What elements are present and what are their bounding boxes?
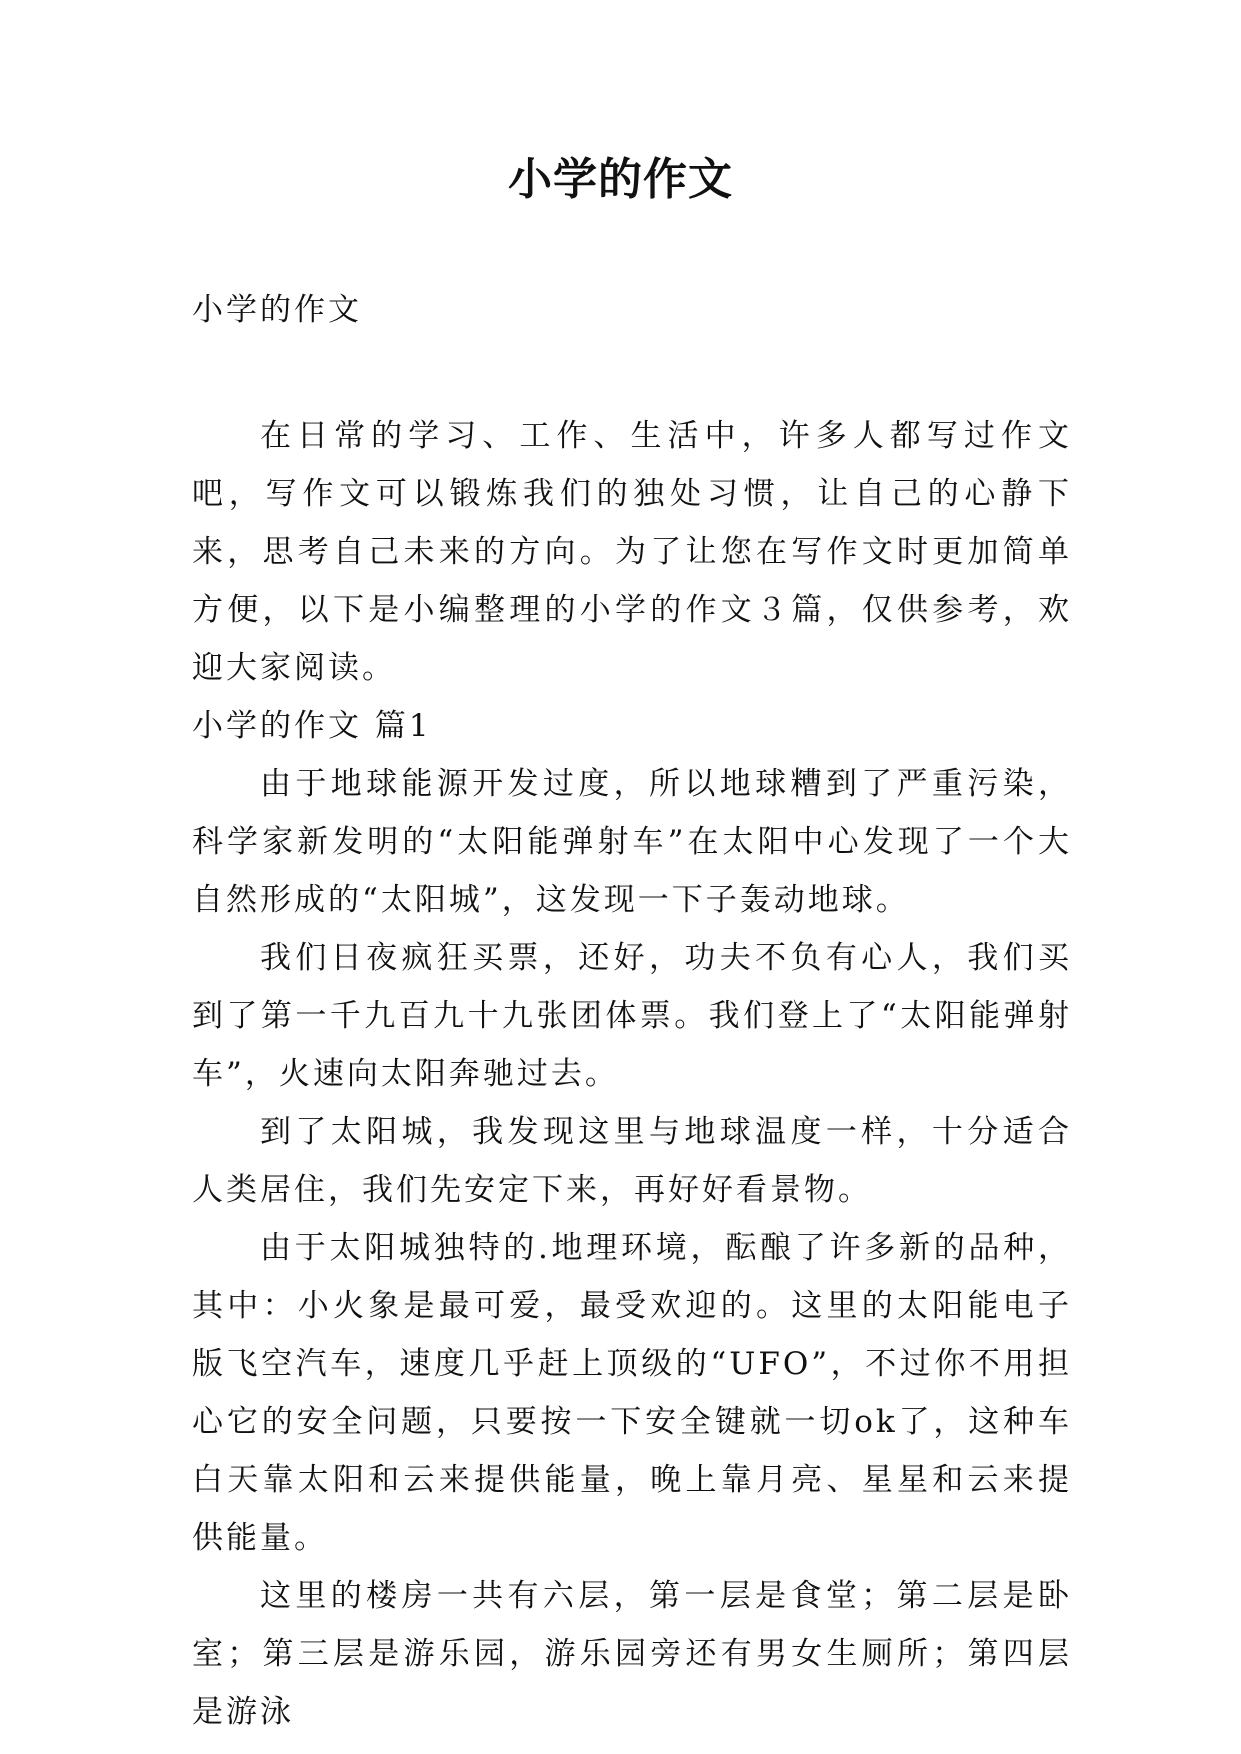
paragraph: 这里的楼房一共有六层，第一层是食堂；第二层是卧室；第三层是游乐园，游乐园旁还有男女生厕所；第四层是游泳 bbox=[192, 1578, 1072, 1730]
paragraph: 由于太阳城独特的.地理环境，酝酿了许多新的品种，其中：小火象是最可爱，最受欢迎的。这里的太阳能电子版飞空汽车，速度几乎赶上顶级的“UFO”，不过你不用担心它的安全问题，只要按一下安全键就一切ok了，这种车白天靠太阳和云来提供能量，晚上靠月亮、星星和云来提供能量。 bbox=[192, 1230, 1072, 1556]
paragraph: 由于地球能源开发过度，所以地球糟到了严重污染，科学家新发明的“太阳能弹射车”在太阳中心发现了一个大自然形成的“太阳城”，这发现一下子轰动地球。 bbox=[192, 766, 1072, 918]
document-body bbox=[192, 407, 1072, 1741]
paragraph: 到了太阳城，我发现这里与地球温度一样，十分适合人类居住，我们先安定下来，再好好看景物。 bbox=[192, 1114, 1072, 1208]
section-heading: 小学的作文 篇1 bbox=[192, 708, 432, 744]
paragraph-intro: 在日常的学习、工作、生活中，许多人都写过作文吧，写作文可以锻炼我们的独处习惯，让自己的心静下来，思考自己未来的方向。为了让您在写作文时更加简单方便，以下是小编整理的小学的作文３篇，仅供参考，欢迎大家阅读。 bbox=[192, 418, 1072, 686]
document-title: 小学的作文 bbox=[508, 154, 733, 205]
document-subtitle: 小学的作文 bbox=[192, 292, 362, 328]
paragraph: 我们日夜疯狂买票，还好，功夫不负有心人，我们买到了第一千九百九十九张团体票。我们登上了“太阳能弹射车”，火速向太阳奔驰过去。 bbox=[192, 940, 1072, 1092]
